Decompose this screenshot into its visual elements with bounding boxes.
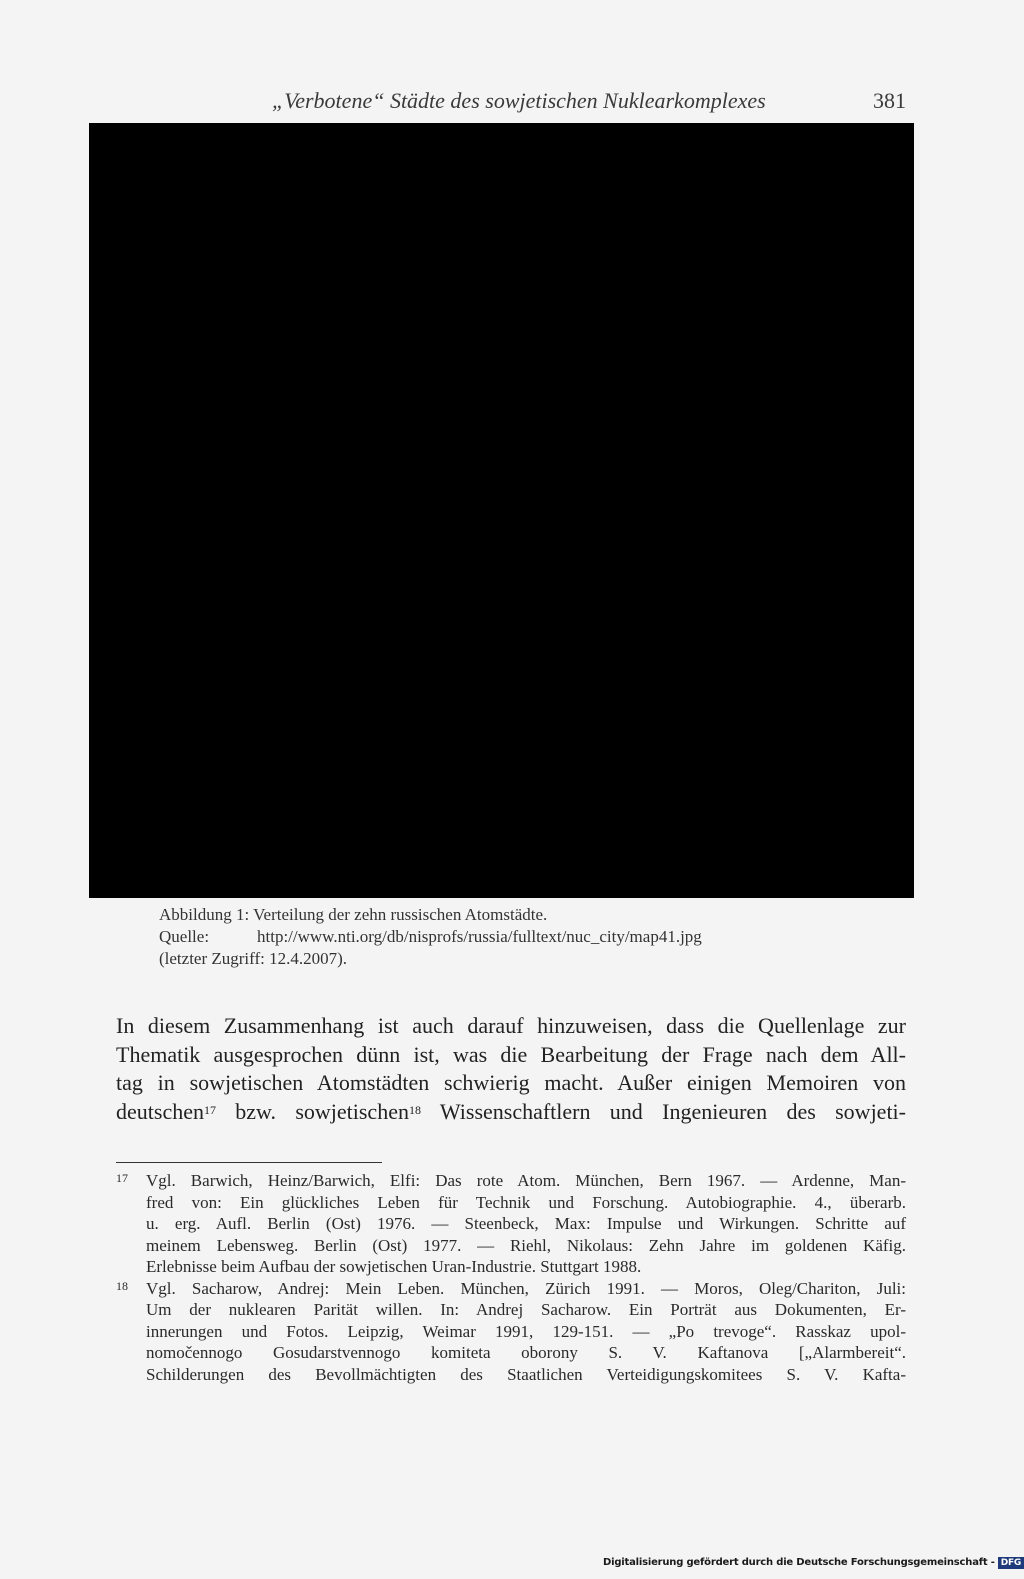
footnote-rule — [116, 1162, 382, 1163]
page-number: 381 — [873, 88, 906, 113]
footer-text: Digitalisierung gefördert durch die Deutsche Forschungsgemeinschaft - — [603, 1557, 995, 1568]
footnote-line: u. erg. Aufl. Berlin (Ost) 1976. — Steenbeck, Max: Impulse und Wirkungen. Schritte auf — [146, 1214, 906, 1233]
footnote-line: Um der nuklearen Parität willen. In: Andrej Sacharow. Ein Porträt aus Dokumenten, Er- — [146, 1300, 906, 1319]
body-line: In diesem Zusammenhang ist auch darauf hinzuweisen, dass die Quellenlage zur — [116, 1013, 906, 1038]
footnote-line: nomočennogo Gosudarstvennogo komiteta oborony S. V. Kaftanova [„Alarmbereit“. — [146, 1343, 906, 1362]
source-label: Quelle: — [159, 927, 210, 946]
footnote-line: Vgl. Sacharow, Andrej: Mein Leben. München, Zürich 1991. — Moros, Oleg/Chariton, Juli: — [146, 1278, 906, 1298]
body-paragraph — [116, 1012, 906, 1126]
source-url: http://www.nti.org/db/nisprofs/russia/fulltext/nuc_city/map41.jpg — [257, 927, 702, 946]
caption-source — [159, 926, 702, 948]
footnote-ref-17[interactable]: 17 — [203, 1102, 216, 1117]
body-text-fragment: Wissenschaftlern und Ingenieuren des sowjeti- — [420, 1098, 907, 1124]
figure-map-image — [89, 123, 914, 898]
footnote-number: 17 — [116, 1171, 128, 1185]
footnote-line: Vgl. Barwich, Heinz/Barwich, Elfi: Das rote Atom. München, Bern 1967. — Ardenne, Man- — [146, 1171, 906, 1190]
body-line: Thematik ausgesprochen dünn ist, was die Bearbeitung der Frage nach dem All- — [116, 1041, 906, 1067]
footnotes — [116, 1170, 906, 1385]
footnote-18 — [116, 1278, 906, 1386]
footnote-ref-18[interactable]: 18 — [408, 1102, 421, 1117]
caption-access-note: (letzter Zugriff: 12.4.2007). — [159, 949, 348, 968]
dfg-logo: DFG — [998, 1557, 1024, 1569]
digitization-footer — [603, 1557, 1024, 1569]
figure-caption — [159, 904, 702, 970]
footnote-line: innerungen und Fotos. Leipzig, Weimar 1991, 129-151. — „Po trevoge“. Rasskaz upol- — [146, 1321, 906, 1341]
running-header-title: „Verbotene“ Städte des sowjetischen Nuklearkomplexes — [272, 88, 766, 113]
caption-title: Abbildung 1: Verteilung der zehn russischen Atomstädte. — [159, 905, 548, 924]
footnote-line: Erlebnisse beim Aufbau der sowjetischen Uran-Industrie. Stuttgart 1988. — [146, 1257, 642, 1276]
body-line: tag in sowjetischen Atomstädten schwierig macht. Außer einigen Memoiren von — [116, 1070, 906, 1095]
footnote-line: Schilderungen des Bevollmächtigten des Staatlichen Verteidigungskomitees S. V. Kafta- — [146, 1364, 906, 1384]
body-line — [116, 1098, 906, 1127]
footnote-line: meinem Lebensweg. Berlin (Ost) 1977. — Riehl, Nikolaus: Zehn Jahre im goldenen Käfig. — [146, 1235, 906, 1255]
footnote-number: 18 — [116, 1278, 128, 1293]
footnote-line: fred von: Ein glückliches Leben für Technik und Forschung. Autobiographie. 4., überarb. — [146, 1192, 906, 1212]
footnote-17 — [116, 1170, 906, 1278]
body-text-fragment: deutschen — [116, 1098, 204, 1124]
body-text-fragment: bzw. sowjetischen — [215, 1098, 409, 1124]
